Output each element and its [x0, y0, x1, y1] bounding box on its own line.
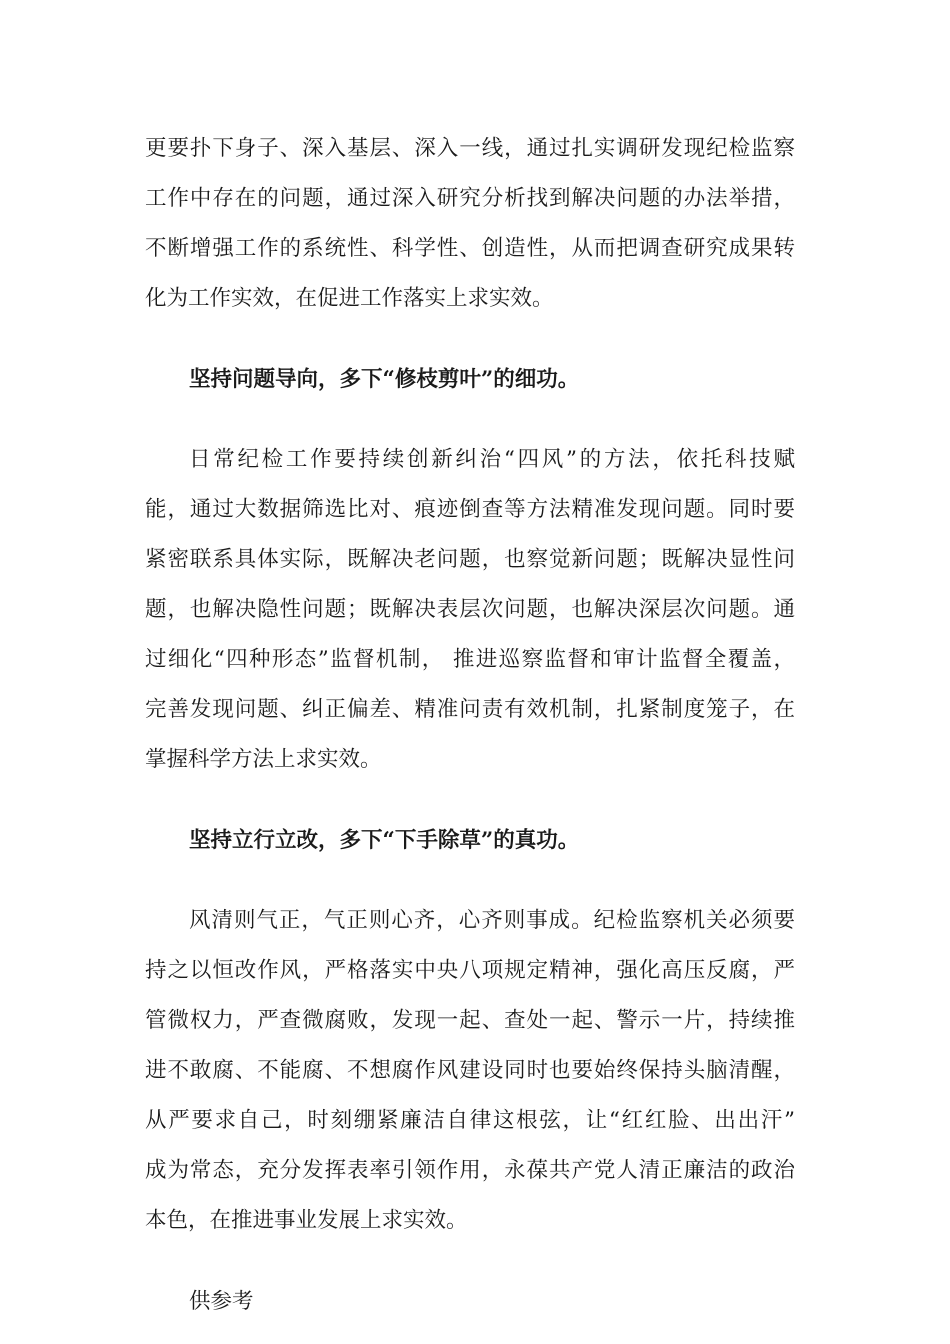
paragraph-problem-orientation [145, 435, 795, 785]
section-heading-problem-orientation: 坚持问题导向，多下“修枝剪叶”的细功。 [189, 367, 580, 392]
text-line: 持之以恒改作风，严格落实中央八项规定精神，强化高压反腐，严 [145, 958, 795, 983]
text-line: 风清则气正，气正则心齐，心齐则事成。纪检监察机关必须要 [189, 908, 795, 933]
paragraph-immediate-action [145, 896, 795, 1246]
text-line: 成为常态，充分发挥表率引领作用，永葆共产党人清正廉洁的政治 [145, 1158, 795, 1183]
paragraph-continued [145, 124, 795, 324]
text-line: 更要扑下身子、深入基层、深入一线，通过扎实调研发现纪检监察 [145, 136, 795, 161]
text-line: 管微权力，严查微腐败，发现一起、查处一起、警示一片，持续推 [145, 1008, 795, 1033]
text-line: 过细化“四种形态”监督机制， 推进巡察监督和审计监督全覆盖， [145, 647, 795, 672]
text-line: 日常纪检工作要持续创新纠治“四风”的方法，依托科技赋 [189, 447, 795, 472]
closing-note: 供参考 [189, 1289, 254, 1314]
text-line: 本色，在推进事业发展上求实效。 [145, 1208, 468, 1233]
section-heading-immediate-action: 坚持立行立改，多下“下手除草”的真功。 [189, 828, 580, 853]
text-line: 不断增强工作的系统性、科学性、创造性，从而把调查研究成果转 [145, 236, 795, 261]
text-line: 题，也解决隐性问题；既解决表层次问题，也解决深层次问题。通 [145, 597, 795, 622]
text-line: 完善发现问题、纠正偏差、精准问责有效机制，扎紧制度笼子，在 [145, 697, 795, 722]
text-line: 化为工作实效，在促进工作落实上求实效。 [145, 286, 554, 311]
text-line: 掌握科学方法上求实效。 [145, 747, 382, 772]
text-line: 紧密联系具体实际，既解决老问题，也察觉新问题；既解决显性问 [145, 547, 795, 572]
text-line: 能，通过大数据筛选比对、痕迹倒查等方法精准发现问题。同时要 [145, 497, 795, 522]
text-line: 进不敢腐、不能腐、不想腐作风建设同时也要始终保持头脑清醒， [145, 1058, 795, 1083]
text-line: 从严要求自己，时刻绷紧廉洁自律这根弦，让“红红脸、出出汗” [145, 1108, 795, 1133]
document-page [145, 124, 795, 1327]
text-line: 工作中存在的问题，通过深入研究分析找到解决问题的办法举措， [145, 186, 795, 211]
